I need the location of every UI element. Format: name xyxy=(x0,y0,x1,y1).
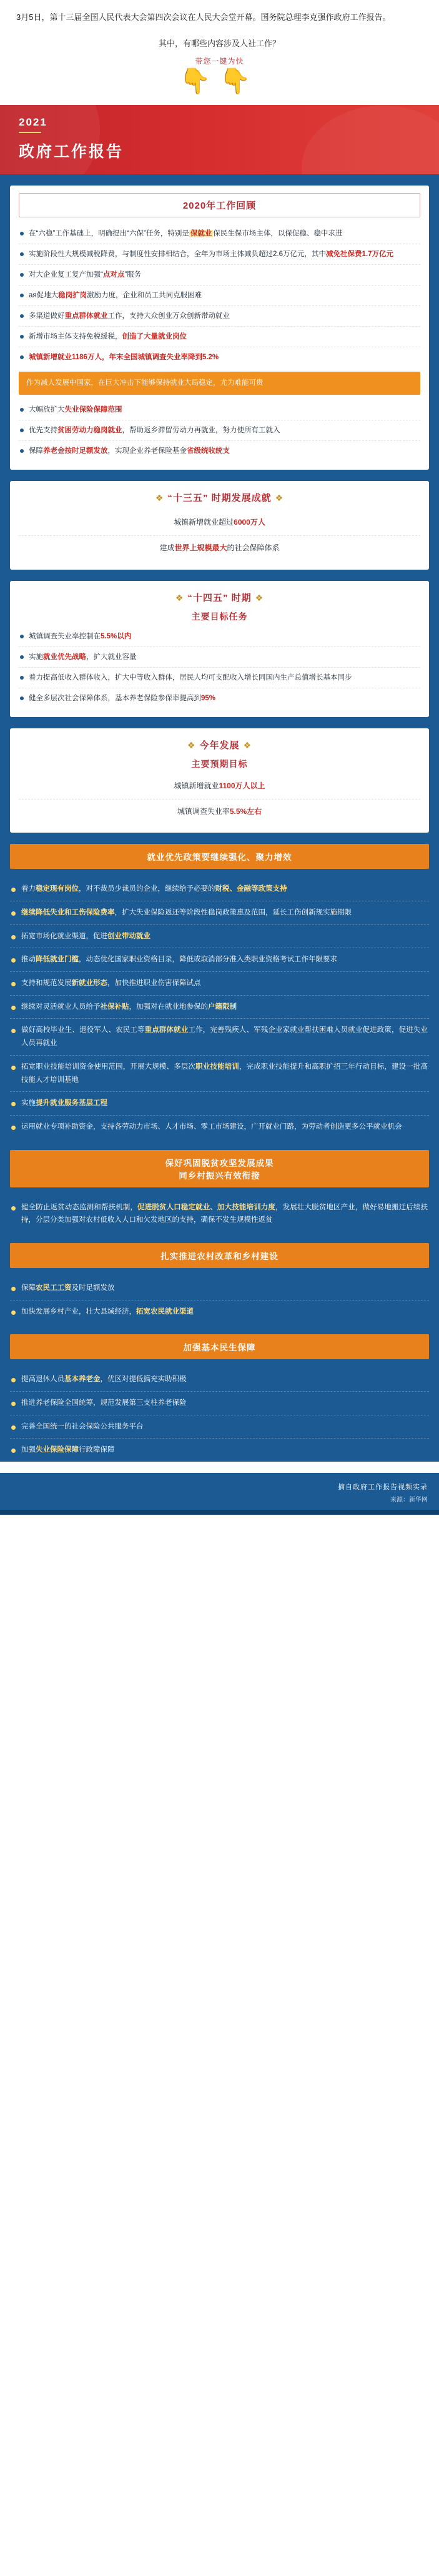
review-callout: 作为减人发展中国家，在巨大冲击下能够保持就业大局稳定，尤为难能可贵 xyxy=(19,372,420,395)
policy-item: 运用就业专项补助资金，支持各劳动力市场、人才市场、零工市场建设，广开就业门路，为劳动者创造更多公平就业机会 xyxy=(10,1116,429,1139)
policy-block-poverty xyxy=(10,1150,429,1232)
target-line: 城镇新增就业1100万人以上 xyxy=(19,774,420,800)
section-2021-targets xyxy=(10,728,429,833)
review-item: 优先支持贫困劳动力稳岗就业，帮助返乡滞留劳动力再就业，努力使所有工就入 xyxy=(19,420,420,441)
achievement-line: 城镇新增就业超过6000万人 xyxy=(19,510,420,536)
review-item: 实施阶段性大规模减税降费，与制度性安排相结合，全年为市场主体减负超过2.6万亿元，其中减免社保费1.7万亿元 xyxy=(19,244,420,265)
policy-item: 保障农民工工资及时足额发放 xyxy=(10,1277,429,1300)
review-item: 多渠道做好重点群体就业工作，支持大众创业万众创新带动就业 xyxy=(19,306,420,327)
policy-list xyxy=(10,1196,429,1232)
policy-item: 加强失业保险保障行政障保障 xyxy=(10,1439,429,1462)
achievement-line: 建成世界上规模最大的社会保障体系 xyxy=(159,543,280,553)
left-flourish-icon: ❖ xyxy=(155,493,164,503)
policy-item: 继续降低失业和工伤保险费率，扩大失业保险返还等阶段性稳岗政策惠及范围，延长工伤创新规实施期限 xyxy=(10,901,429,925)
right-flourish-icon: ❖ xyxy=(275,493,284,503)
section-title: ❖ “十四五” 时期 ❖ xyxy=(19,588,420,610)
achievement-lines xyxy=(19,510,420,560)
policy-item: 拓宽职业技能培训资金使用范围，开展大规模、多层次职业技能培训，完成职业技能提升和高职扩招三年行动目标，建设一批高技能人才培训基地 xyxy=(10,1056,429,1092)
policy-block-header: 加强基本民生保障 xyxy=(10,1334,429,1359)
policy-item: 做好高校毕业生、退役军人、农民工等重点群体就业工作，完善残疾人、军残企业家就业帮扶困难人员就业促进政策，促进失业人员再就业 xyxy=(10,1019,429,1055)
review-item: 在“六稳”工作基础上，明确提出“六保”任务，特别是 保就业 保民生保市场主体，以保促稳、稳中求进 xyxy=(19,224,420,244)
policy-item: 拓宽市场化就业渠道，促进创业带动就业 xyxy=(10,925,429,949)
policy-item: 健全防止返贫动态监测和帮扶机制，促进脱贫人口稳定就业、加大技能培训力度，发展壮大脱贫地区产业，做好易地搬迁后续扶持，分层分类加强对农村低收入人口和欠发地区的支持，确保不发生规模性返贫 xyxy=(10,1196,429,1232)
intro-paragraph: 3月5日，第十三届全国人民代表大会第四次会议在人民大会堂开幕。国务院总理李克强作政府工作报告。 xyxy=(16,12,391,22)
section-title: ❖ 今年发展 ❖ xyxy=(19,736,420,758)
policy-list xyxy=(10,1277,429,1323)
policy-block-header-line: 同乡村振兴有效衔接 xyxy=(179,1171,260,1181)
policy-item: 推动降低就业门槛，动态优化国家职业资格目录，降低或取消部分准入类职业资格考试工作年限要求 xyxy=(10,948,429,972)
report-body xyxy=(0,174,439,1462)
policy-blocks xyxy=(10,844,429,1462)
target-line: 城镇调查失业率5.5%左右 xyxy=(177,806,262,816)
section-title: ❖ “十三五” 时期发展成就 ❖ xyxy=(19,488,420,510)
policy-item: 着力稳定现有岗位，对不裁员少裁员的企业，继续给予必要的财税、金融等政策支持 xyxy=(10,878,429,901)
footer-bar xyxy=(0,1510,439,1515)
footer-credit: 来源：新华网 xyxy=(390,1497,428,1504)
review-item: 新增市场主体支持免税缓税，创造了大量就业岗位 xyxy=(19,327,420,347)
review-item: 大幅放扩大失业保险保障范围 xyxy=(19,400,420,420)
banner-title: 政府工作报告 xyxy=(19,142,124,161)
policy-item: 支持和规范发展新就业形态，加快推进职业伤害保障试点 xyxy=(10,972,429,996)
goal-item: 健全多层次社会保障体系，基本养老保险参保率提高到95% xyxy=(19,688,420,708)
policy-item: 提高退休人员基本养老金，优区对提低搞充实助积极 xyxy=(10,1368,429,1392)
section-title: 2020年工作回顾 xyxy=(19,193,420,217)
intro-subtitle: 带您一键为快 xyxy=(195,56,244,66)
policy-item: 加快发展乡村产业，壮大县域经济，拓宽农民就业渠道 xyxy=(10,1300,429,1324)
left-flourish-icon: ❖ xyxy=(187,740,196,751)
policy-block-welfare xyxy=(10,1334,429,1462)
policy-block-agriculture xyxy=(10,1243,429,1323)
intro-block xyxy=(0,0,439,105)
target-lines xyxy=(19,774,420,824)
section-145-goals xyxy=(10,581,429,718)
section-subtitle: 主要目标任务 xyxy=(191,611,248,622)
policy-block-employment-first xyxy=(10,844,429,1138)
policy-item: 继续对灵活就业人员给予社保补贴，加强对在就业地参保的户籍限制 xyxy=(10,996,429,1019)
policy-list xyxy=(10,1368,429,1462)
banner-year: 2021 xyxy=(19,116,439,133)
review-list-2 xyxy=(19,400,420,461)
review-list-1 xyxy=(19,224,420,368)
goal-item: 着力提高低收入群体收入，扩大中等收入群体，居民人均可支配收入增长同国内生产总值增长基本同步 xyxy=(19,668,420,688)
page-footer xyxy=(0,1473,439,1510)
pointing-down-icon: 👇👇 xyxy=(179,67,260,95)
section-2020-review xyxy=(10,186,429,470)
policy-block-header-line: 保好巩固脱贫攻坚发展成果 xyxy=(165,1158,274,1168)
report-banner xyxy=(0,105,439,174)
policy-list xyxy=(10,878,429,1138)
goal-list xyxy=(19,627,420,709)
policy-item: 完善全国统一的社会保险公共服务平台 xyxy=(10,1415,429,1439)
review-item: 保障养老金按时足额发放，实现企业养老保险基金省级统收统支 xyxy=(19,441,420,461)
section-subtitle: 主要预期目标 xyxy=(191,759,248,770)
section-135-achievements xyxy=(10,481,429,569)
review-item: 对大企业复工复产加强“点对点”服务 xyxy=(19,265,420,285)
policy-item: 推进养老保险全国统筹，规范发展第三支柱养老保险 xyxy=(10,1392,429,1415)
review-item: ая促地大稳岗扩岗激励力度，企业和员工共同克服困难 xyxy=(19,285,420,306)
policy-block-header: 就业优先政策要继续强化、聚力增效 xyxy=(10,844,429,869)
intro-question: 其中，有哪些内容涉及人社工作？ xyxy=(158,38,280,48)
review-item: 城镇新增就业1186万人，年末全国城镇调查失业率降到5.2% xyxy=(19,347,420,367)
right-flourish-icon: ❖ xyxy=(243,740,252,751)
goal-item: 城镇调查失业率控制在5.5%以内 xyxy=(19,627,420,647)
goal-item: 实施就业优先战略，扩大就业容量 xyxy=(19,647,420,668)
footer-source-line: 摘自政府工作报告视频实录 xyxy=(338,1484,428,1492)
policy-block-header: 扎实推进农村改革和乡村建设 xyxy=(10,1243,429,1268)
left-flourish-icon: ❖ xyxy=(175,592,184,603)
policy-block-header xyxy=(10,1150,429,1187)
right-flourish-icon: ❖ xyxy=(255,592,264,603)
policy-item: 实施提升就业服务基层工程 xyxy=(10,1092,429,1116)
